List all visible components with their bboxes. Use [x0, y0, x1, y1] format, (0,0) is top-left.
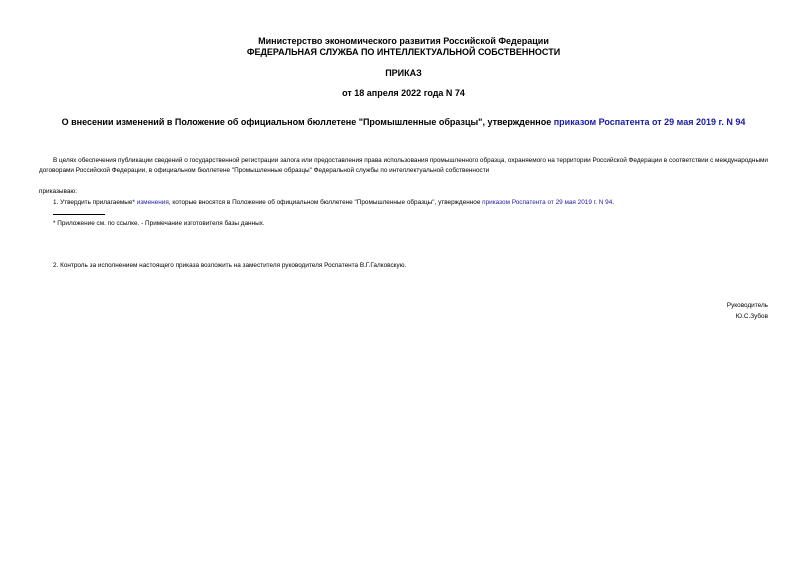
title-text: О внесении изменений в Положение об официальном бюллетене "Промышленные образцы", утвержденное	[61, 117, 554, 127]
item-1-end: .	[612, 199, 615, 206]
title-order-link[interactable]: приказом Роспатента от 29 мая 2019 г. N 94	[553, 117, 746, 127]
footnote-divider	[53, 214, 105, 215]
document-title	[0, 117, 807, 128]
signature-position: Руководитель	[726, 302, 768, 309]
signature-name: Ю.С.Зубов	[735, 313, 768, 320]
item-2: 2. Контроль за исполнением настоящего приказа возложить на заместителя руководителя Роспатента В.Г.Галковскую.	[53, 262, 407, 269]
preamble-paragraph: В целях обеспечения публикации сведений о государственной регистрации залога или предоставления права использования промышленного образца, охраняемого на территории Российской Федерации в соответствии с международными договорами Российской Федерации, в официальном бюллетене "Промышленные образцы" Федеральной службы по интеллектуальной собственности	[39, 157, 768, 174]
service-name: ФЕДЕРАЛЬНАЯ СЛУЖБА ПО ИНТЕЛЛЕКТУАЛЬНОЙ СОБСТВЕННОСТИ	[246, 47, 561, 57]
changes-link[interactable]: изменения	[136, 199, 169, 206]
item-1	[53, 198, 614, 208]
item-1-prefix: 1. Утвердить прилагаемые*	[53, 199, 137, 206]
document-date-number: от 18 апреля 2022 года N 74	[342, 88, 465, 98]
order-link[interactable]: приказом Роспатента от 29 мая 2019 г. N 94	[482, 199, 613, 206]
footnote: * Приложение см. по ссылке. - Примечание изготовителя базы данных.	[53, 220, 265, 227]
document-type: ПРИКАЗ	[385, 68, 422, 78]
order-word: приказываю:	[39, 188, 77, 195]
item-1-middle: , которые вносятся в Положение об официальном бюллетене "Промышленные образцы", утвержденное	[168, 199, 483, 206]
ministry-name: Министерство экономического развития Российской Федерации	[258, 36, 549, 46]
